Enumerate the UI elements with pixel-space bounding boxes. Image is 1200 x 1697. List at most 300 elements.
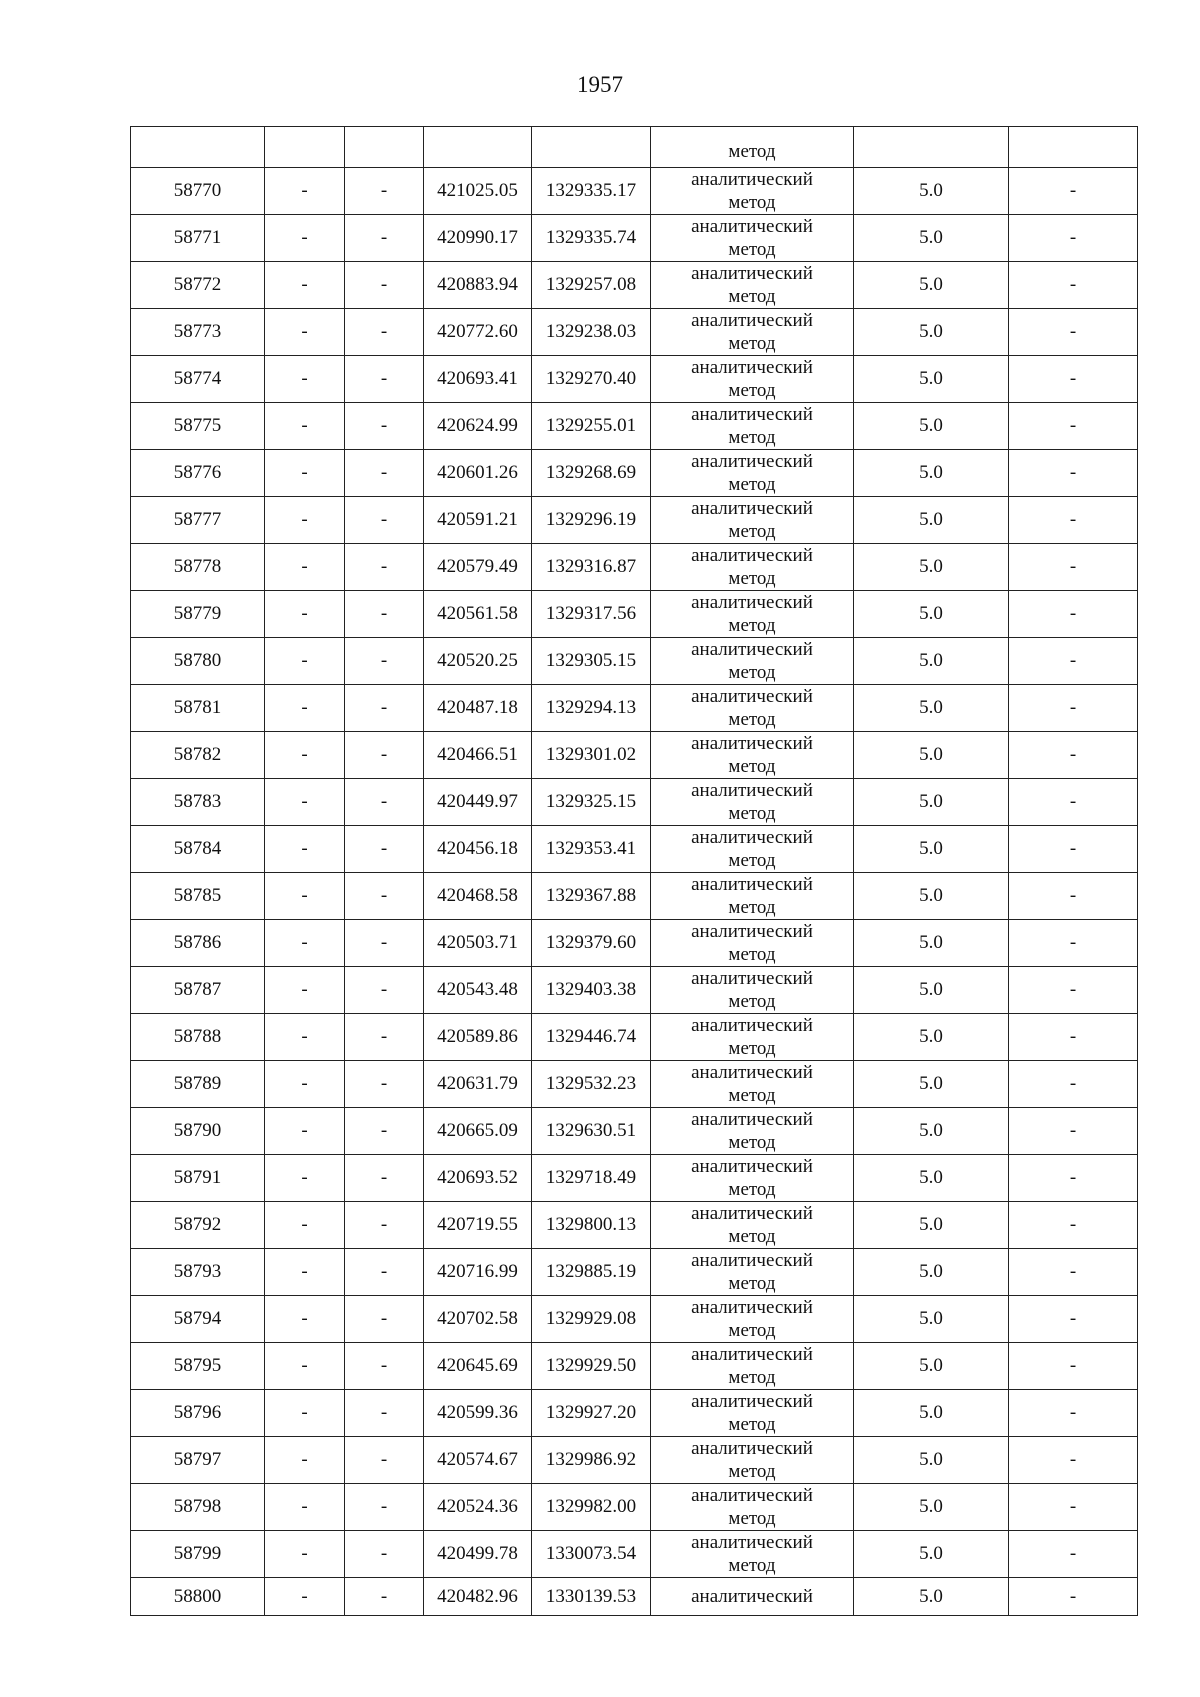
cell-x: 420990.17 [424, 215, 532, 262]
cell-col3: - [345, 873, 424, 920]
cell-col3: - [345, 591, 424, 638]
cell-y: 1329238.03 [532, 309, 651, 356]
table-row [131, 1437, 1138, 1484]
cell-method [651, 544, 854, 591]
table-body [131, 127, 1138, 1616]
cell-col8: - [1009, 309, 1138, 356]
cell-method-line2: метод [728, 709, 776, 730]
cell-accuracy: 5.0 [854, 591, 1009, 638]
cell-method-line1: аналитический [691, 1203, 813, 1224]
cell-col2: - [265, 1061, 345, 1108]
cell-col2: - [265, 215, 345, 262]
cell-method-line1: аналитический [691, 1391, 813, 1412]
cell-method-line1: аналитический [691, 1438, 813, 1459]
cell-x: 420702.58 [424, 1296, 532, 1343]
cell-accuracy: 5.0 [854, 1061, 1009, 1108]
cell-method-line1: аналитический [691, 1586, 813, 1607]
table-row [131, 262, 1138, 309]
cell-id: 58786 [131, 920, 265, 967]
cell-col3: - [345, 403, 424, 450]
cell-method-line1: аналитический [691, 686, 813, 707]
cell-col8: - [1009, 450, 1138, 497]
cell-y: 1329335.74 [532, 215, 651, 262]
cell-method [651, 1202, 854, 1249]
cell-col8: - [1009, 967, 1138, 1014]
cell-col8: - [1009, 497, 1138, 544]
table-row [131, 1296, 1138, 1343]
table-row [131, 450, 1138, 497]
cell-col8: - [1009, 1296, 1138, 1343]
cell-id: 58774 [131, 356, 265, 403]
cell-method-line2: метод [728, 615, 776, 636]
coordinates-table [130, 126, 1138, 1616]
cell-accuracy: 5.0 [854, 168, 1009, 215]
cell-accuracy: 5.0 [854, 732, 1009, 779]
cell-col8: - [1009, 685, 1138, 732]
cell-accuracy: 5.0 [854, 1108, 1009, 1155]
cell-col8: - [1009, 356, 1138, 403]
cell-col8: - [1009, 544, 1138, 591]
cell-col3: - [345, 215, 424, 262]
cell-y: 1329800.13 [532, 1202, 651, 1249]
cell-method-line1: аналитический [691, 874, 813, 895]
cell-col2: - [265, 591, 345, 638]
cell-method-line2: метод [728, 1508, 776, 1529]
table-row [131, 1249, 1138, 1296]
cell-method-line2: метод [728, 474, 776, 495]
cell-id: 58780 [131, 638, 265, 685]
cell-y: 1330073.54 [532, 1531, 651, 1578]
cell-col8: - [1009, 1531, 1138, 1578]
cell-accuracy: 5.0 [854, 826, 1009, 873]
cell-id: 58785 [131, 873, 265, 920]
cell-col8: - [1009, 1437, 1138, 1484]
cell-method-line2: метод [728, 427, 776, 448]
cell-id: 58779 [131, 591, 265, 638]
cell-col3: - [345, 1296, 424, 1343]
cell-method-line1: аналитический [691, 451, 813, 472]
cell-id: 58799 [131, 1531, 265, 1578]
cell-col2: - [265, 356, 345, 403]
cell-id: 58775 [131, 403, 265, 450]
cell-col2: - [265, 1578, 345, 1616]
cell-accuracy: 5.0 [854, 685, 1009, 732]
table-row [131, 1390, 1138, 1437]
cell-method-line1: аналитический [691, 357, 813, 378]
cell-id: 58790 [131, 1108, 265, 1155]
cell-y: 1329630.51 [532, 1108, 651, 1155]
cell-accuracy: 5.0 [854, 309, 1009, 356]
cell-x: 420449.97 [424, 779, 532, 826]
cell-col3: - [345, 450, 424, 497]
cell-accuracy [854, 127, 1009, 168]
cell-col8: - [1009, 1155, 1138, 1202]
cell-method-line1: аналитический [691, 545, 813, 566]
cell-x: 420591.21 [424, 497, 532, 544]
cell-method [651, 262, 854, 309]
table-row [131, 732, 1138, 779]
cell-id [131, 127, 265, 168]
cell-col2: - [265, 685, 345, 732]
cell-method [651, 497, 854, 544]
cell-col3: - [345, 1578, 424, 1616]
cell-method-line1: аналитический [691, 1062, 813, 1083]
cell-col8: - [1009, 826, 1138, 873]
cell-x: 420645.69 [424, 1343, 532, 1390]
cell-method [651, 826, 854, 873]
cell-col8: - [1009, 873, 1138, 920]
cell-col2: - [265, 403, 345, 450]
cell-x: 420579.49 [424, 544, 532, 591]
cell-id: 58797 [131, 1437, 265, 1484]
cell-y: 1329927.20 [532, 1390, 651, 1437]
cell-method-line1: аналитический [691, 592, 813, 613]
table-row [131, 1484, 1138, 1531]
cell-accuracy: 5.0 [854, 920, 1009, 967]
table-row [131, 1014, 1138, 1061]
cell-col8: - [1009, 638, 1138, 685]
cell-x: 420499.78 [424, 1531, 532, 1578]
cell-id: 58787 [131, 967, 265, 1014]
cell-col3: - [345, 497, 424, 544]
cell-method-line2: метод [728, 333, 776, 354]
cell-method-line2: метод [728, 1085, 776, 1106]
cell-col2: - [265, 1202, 345, 1249]
cell-col8: - [1009, 1578, 1138, 1616]
cell-col2: - [265, 638, 345, 685]
cell-x: 420772.60 [424, 309, 532, 356]
cell-col2: - [265, 1484, 345, 1531]
cell-col3: - [345, 779, 424, 826]
cell-method-line2: метод [728, 1226, 776, 1247]
cell-x: 420599.36 [424, 1390, 532, 1437]
cell-id: 58796 [131, 1390, 265, 1437]
cell-col3: - [345, 1484, 424, 1531]
cell-accuracy: 5.0 [854, 1343, 1009, 1390]
cell-id: 58777 [131, 497, 265, 544]
cell-x: 420456.18 [424, 826, 532, 873]
cell-col2: - [265, 1390, 345, 1437]
cell-method [651, 779, 854, 826]
cell-accuracy: 5.0 [854, 497, 1009, 544]
cell-y: 1329301.02 [532, 732, 651, 779]
cell-x: 420524.36 [424, 1484, 532, 1531]
cell-method [651, 685, 854, 732]
cell-method-line2: метод [728, 944, 776, 965]
cell-id: 58795 [131, 1343, 265, 1390]
cell-x: 420601.26 [424, 450, 532, 497]
cell-method-line1: аналитический [691, 1297, 813, 1318]
cell-y: 1329403.38 [532, 967, 651, 1014]
cell-col3: - [345, 732, 424, 779]
cell-method [651, 1249, 854, 1296]
cell-id: 58770 [131, 168, 265, 215]
cell-accuracy: 5.0 [854, 356, 1009, 403]
cell-accuracy: 5.0 [854, 1531, 1009, 1578]
cell-id: 58782 [131, 732, 265, 779]
cell-col2: - [265, 1155, 345, 1202]
table-row [131, 1061, 1138, 1108]
cell-id: 58772 [131, 262, 265, 309]
cell-accuracy: 5.0 [854, 873, 1009, 920]
cell-method [651, 1343, 854, 1390]
cell-method-line2: метод [728, 239, 776, 260]
cell-y: 1329532.23 [532, 1061, 651, 1108]
cell-x: 420716.99 [424, 1249, 532, 1296]
cell-method-line1: аналитический [691, 639, 813, 660]
cell-id: 58783 [131, 779, 265, 826]
cell-col8: - [1009, 168, 1138, 215]
table-row [131, 403, 1138, 450]
cell-method-line2: метод [728, 756, 776, 777]
cell-y: 1329367.88 [532, 873, 651, 920]
cell-accuracy: 5.0 [854, 1249, 1009, 1296]
cell-col2: - [265, 779, 345, 826]
cell-method-line2: метод [728, 1273, 776, 1294]
cell-col8: - [1009, 779, 1138, 826]
cell-y: 1329270.40 [532, 356, 651, 403]
cell-col2: - [265, 262, 345, 309]
table-row [131, 591, 1138, 638]
cell-col8: - [1009, 1343, 1138, 1390]
cell-id: 58794 [131, 1296, 265, 1343]
cell-id: 58800 [131, 1578, 265, 1616]
cell-col3: - [345, 262, 424, 309]
cell-y: 1329316.87 [532, 544, 651, 591]
table-row [131, 826, 1138, 873]
cell-method: метод [651, 127, 854, 168]
cell-y: 1329929.50 [532, 1343, 651, 1390]
cell-x: 420693.41 [424, 356, 532, 403]
cell-col3: - [345, 920, 424, 967]
cell-col8: - [1009, 1202, 1138, 1249]
cell-method-line1: аналитический [691, 1532, 813, 1553]
cell-col3: - [345, 826, 424, 873]
cell-col2 [265, 127, 345, 168]
cell-method [651, 1390, 854, 1437]
cell-col2: - [265, 967, 345, 1014]
cell-y: 1329257.08 [532, 262, 651, 309]
cell-method-line2: метод [728, 380, 776, 401]
cell-x: 420561.58 [424, 591, 532, 638]
cell-x: 421025.05 [424, 168, 532, 215]
cell-method [651, 1578, 854, 1616]
cell-x: 420719.55 [424, 1202, 532, 1249]
cell-id: 58788 [131, 1014, 265, 1061]
cell-col8: - [1009, 262, 1138, 309]
cell-method-line2: метод [728, 897, 776, 918]
cell-method-line1: аналитический [691, 310, 813, 331]
cell-id: 58798 [131, 1484, 265, 1531]
table-row [131, 356, 1138, 403]
cell-accuracy: 5.0 [854, 1202, 1009, 1249]
cell-col8: - [1009, 403, 1138, 450]
cell-col3: - [345, 638, 424, 685]
cell-method-line1: аналитический [691, 1344, 813, 1365]
cell-method-line2: метод [728, 991, 776, 1012]
cell-col2: - [265, 1296, 345, 1343]
cell-accuracy: 5.0 [854, 215, 1009, 262]
cell-y: 1329296.19 [532, 497, 651, 544]
cell-col3: - [345, 1061, 424, 1108]
cell-col2: - [265, 1531, 345, 1578]
cell-col8: - [1009, 1249, 1138, 1296]
cell-col8: - [1009, 1061, 1138, 1108]
cell-accuracy: 5.0 [854, 1578, 1009, 1616]
cell-col8: - [1009, 732, 1138, 779]
cell-accuracy: 5.0 [854, 1437, 1009, 1484]
cell-col8: - [1009, 1484, 1138, 1531]
cell-accuracy: 5.0 [854, 779, 1009, 826]
cell-y: 1329353.41 [532, 826, 651, 873]
page-number: 1957 [577, 72, 623, 97]
cell-x: 420482.96 [424, 1578, 532, 1616]
cell-method-line1: аналитический [691, 1485, 813, 1506]
cell-method [651, 403, 854, 450]
cell-x: 420503.71 [424, 920, 532, 967]
cell-col3: - [345, 309, 424, 356]
cell-method-line2: метод [728, 1320, 776, 1341]
table-row [131, 779, 1138, 826]
cell-col2: - [265, 497, 345, 544]
cell-accuracy: 5.0 [854, 638, 1009, 685]
cell-method-line2: метод [728, 1367, 776, 1388]
table-row [131, 544, 1138, 591]
cell-col8: - [1009, 1014, 1138, 1061]
table-row [131, 1343, 1138, 1390]
cell-y: 1330139.53 [532, 1578, 651, 1616]
cell-method [651, 1296, 854, 1343]
cell-id: 58778 [131, 544, 265, 591]
cell-col3: - [345, 685, 424, 732]
cell-id: 58793 [131, 1249, 265, 1296]
cell-col2: - [265, 873, 345, 920]
cell-col8: - [1009, 1108, 1138, 1155]
cell-method-line1: аналитический [691, 1250, 813, 1271]
cell-col2: - [265, 1249, 345, 1296]
cell-y: 1329885.19 [532, 1249, 651, 1296]
cell-id: 58791 [131, 1155, 265, 1202]
table-row [131, 1202, 1138, 1249]
cell-method-line1: аналитический [691, 921, 813, 942]
cell-y: 1329929.08 [532, 1296, 651, 1343]
cell-method [651, 638, 854, 685]
cell-method [651, 215, 854, 262]
cell-col3: - [345, 1249, 424, 1296]
cell-col3: - [345, 1014, 424, 1061]
cell-col2: - [265, 732, 345, 779]
cell-method-line2: метод [728, 850, 776, 871]
cell-x: 420468.58 [424, 873, 532, 920]
cell-y: 1329718.49 [532, 1155, 651, 1202]
cell-col2: - [265, 450, 345, 497]
cell-method [651, 168, 854, 215]
cell-method-line2: метод [728, 662, 776, 683]
cell-accuracy: 5.0 [854, 1390, 1009, 1437]
cell-id: 58776 [131, 450, 265, 497]
cell-method-line2: метод [728, 568, 776, 589]
cell-col2: - [265, 826, 345, 873]
table-row [131, 497, 1138, 544]
cell-col2: - [265, 1343, 345, 1390]
cell-method-line1: аналитический [691, 169, 813, 190]
cell-id: 58771 [131, 215, 265, 262]
cell-method-line2: метод [728, 286, 776, 307]
cell-col2: - [265, 544, 345, 591]
cell-col3: - [345, 1155, 424, 1202]
cell-method-line2: метод [728, 521, 776, 542]
cell-col8: - [1009, 215, 1138, 262]
cell-method-line1: аналитический [691, 968, 813, 989]
cell-accuracy: 5.0 [854, 544, 1009, 591]
cell-method [651, 732, 854, 779]
table-row [131, 1155, 1138, 1202]
cell-y: 1329335.17 [532, 168, 651, 215]
cell-method-line1: аналитический [691, 263, 813, 284]
cell-col3: - [345, 168, 424, 215]
cell-method-line1: аналитический [691, 1015, 813, 1036]
cell-id: 58773 [131, 309, 265, 356]
cell-y: 1329379.60 [532, 920, 651, 967]
cell-x: 420520.25 [424, 638, 532, 685]
cell-method-line1: аналитический [691, 733, 813, 754]
cell-col3 [345, 127, 424, 168]
cell-id: 58789 [131, 1061, 265, 1108]
cell-y [532, 127, 651, 168]
cell-x: 420883.94 [424, 262, 532, 309]
table-row [131, 685, 1138, 732]
cell-col3: - [345, 1343, 424, 1390]
cell-method [651, 1155, 854, 1202]
cell-id: 58784 [131, 826, 265, 873]
table-row [131, 1531, 1138, 1578]
cell-y: 1329446.74 [532, 1014, 651, 1061]
cell-col3: - [345, 1108, 424, 1155]
cell-id: 58781 [131, 685, 265, 732]
cell-method-line2: метод [728, 803, 776, 824]
cell-method-line1: аналитический [691, 1156, 813, 1177]
cell-method [651, 591, 854, 638]
cell-x: 420466.51 [424, 732, 532, 779]
cell-method [651, 309, 854, 356]
cell-accuracy: 5.0 [854, 1484, 1009, 1531]
cell-method [651, 1437, 854, 1484]
cell-method-line2: метод [728, 1555, 776, 1576]
cell-y: 1329325.15 [532, 779, 651, 826]
cell-col2: - [265, 1014, 345, 1061]
cell-method [651, 450, 854, 497]
cell-x: 420631.79 [424, 1061, 532, 1108]
table-row [131, 215, 1138, 262]
cell-col8: - [1009, 591, 1138, 638]
cell-y: 1329268.69 [532, 450, 651, 497]
cell-method [651, 967, 854, 1014]
cell-accuracy: 5.0 [854, 1296, 1009, 1343]
cell-accuracy: 5.0 [854, 262, 1009, 309]
cell-col8 [1009, 127, 1138, 168]
cell-method-line1: аналитический [691, 780, 813, 801]
cell-y: 1329255.01 [532, 403, 651, 450]
cell-method-line2: метод [728, 1038, 776, 1059]
cell-accuracy: 5.0 [854, 967, 1009, 1014]
cell-method-line2: метод [728, 1414, 776, 1435]
continuation-row [131, 127, 1138, 168]
cell-method [651, 1108, 854, 1155]
table-row [131, 1108, 1138, 1155]
cell-accuracy: 5.0 [854, 450, 1009, 497]
cell-method [651, 1061, 854, 1108]
table-row [131, 920, 1138, 967]
